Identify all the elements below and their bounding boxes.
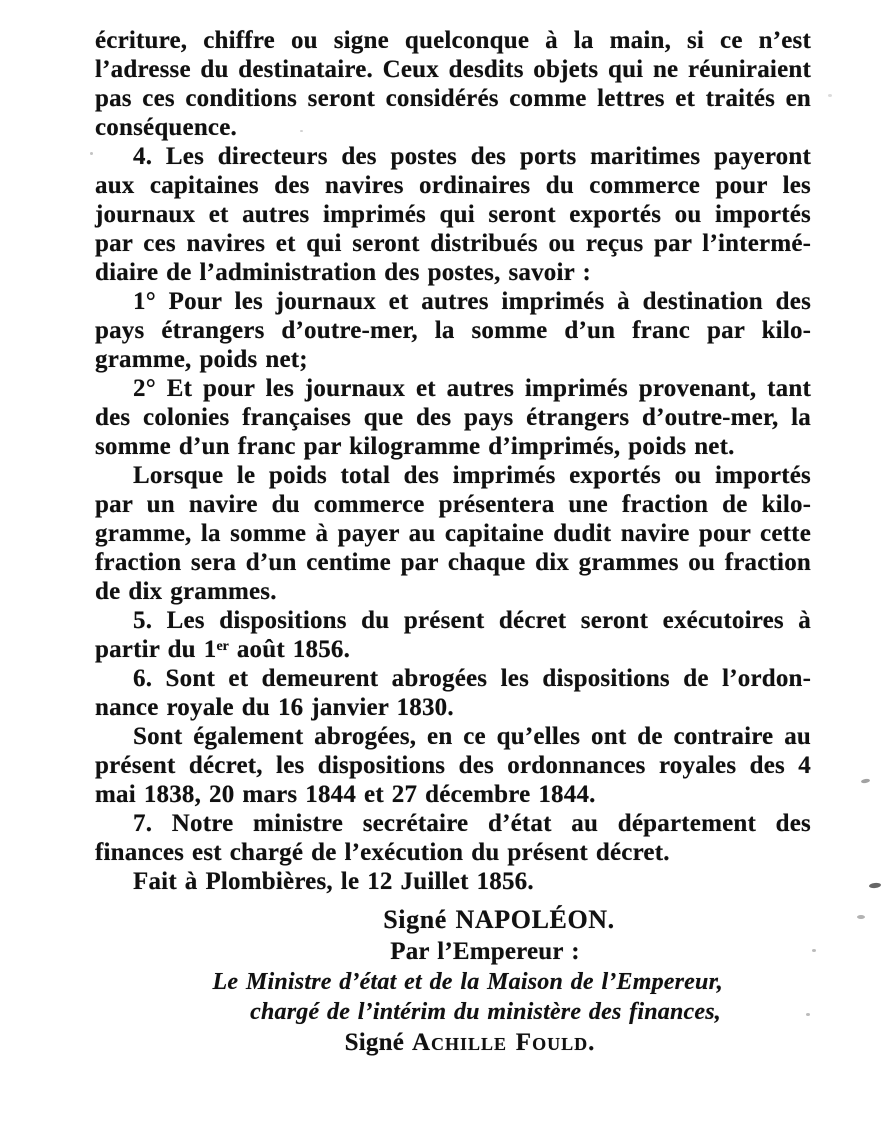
paragraph-continuation: écriture, chiffre ou signe quelconque à la main, si ce n’est l’adresse du destinataire. Ceux desdits objets qui ne réuniraient pas ces conditions seront considérés comme lettres et traités en conséquence.	[95, 27, 811, 141]
signature-fould	[95, 1027, 811, 1059]
scan-speck	[857, 915, 865, 919]
article-4-item-1: 1° Pour les journaux et autres imprimés à destination des pays étrangers d’outre-mer, la somme d’un franc par kilogramme, poids net;	[95, 288, 811, 373]
scan-speck	[861, 778, 871, 784]
scan-speck	[90, 152, 93, 155]
article-5-text-after: août 1856.	[228, 636, 351, 663]
paragraph-abrogation: Sont également abrogées, en ce qu’elles ont de contraire au présent décret, les dispositions des ordonnances royales des 4 mai 1838, 20 mars 1844 et 27 décembre 1844.	[95, 723, 811, 808]
signature-block	[95, 903, 811, 1059]
signature-napoleon: Signé NAPOLÉON.	[383, 905, 615, 934]
signature-fould-prefix: Signé	[344, 1029, 412, 1056]
scan-speck	[828, 94, 832, 97]
dateline: Fait à Plombières, le 12 Juillet 1856.	[133, 868, 534, 895]
signature-minister-title-line1: Le Ministre d’état et de la Maison de l’Empereur,	[212, 969, 723, 995]
article-5-text-before: 5. Les dispositions du présent décret seront exécutoires à partir du 1	[95, 607, 811, 663]
scan-speck	[869, 882, 881, 888]
scan-speck	[300, 130, 303, 132]
scan-speck	[812, 949, 816, 952]
decree-text-block	[95, 26, 811, 1059]
article-6: 6. Sont et demeurent abrogées les dispositions de l’ordonnance royale du 16 janvier 1830.	[95, 665, 811, 721]
article-4: 4. Les directeurs des postes des ports maritimes payeront aux capitaines des navires ordinaires du commerce pour les journaux et autres imprimés qui seront exportés ou importés par ces navires et qui seront distribués ou reçus par l’intermédiaire de l’administration des postes, savoir :	[95, 143, 811, 286]
article-7: 7. Notre ministre secrétaire d’état au département des finances est chargé de l’exécution du présent décret.	[95, 810, 811, 866]
signature-minister-title-line2: chargé de l’intérim du ministère des finances,	[250, 999, 721, 1025]
ordinal-superscript: er	[216, 639, 229, 654]
signature-fould-name: Achille Fould.	[411, 1029, 596, 1056]
paragraph-fraction-rule: Lorsque le poids total des imprimés exportés ou importés par un navire du commerce présentera une fraction de kilogramme, la somme à payer au capitaine dudit navire pour cette fraction sera d’un centime par chaque dix grammes ou fraction de dix grammes.	[95, 462, 811, 605]
scan-speck	[806, 1013, 810, 1016]
article-5	[95, 606, 811, 664]
article-4-item-2: 2° Et pour les journaux et autres imprimés provenant, tant des colonies françaises que des pays étrangers d’outre-mer, la somme d’un franc par kilogramme d’imprimés, poids net.	[95, 375, 811, 460]
signature-par-empereur: Par l’Empereur :	[390, 938, 580, 965]
